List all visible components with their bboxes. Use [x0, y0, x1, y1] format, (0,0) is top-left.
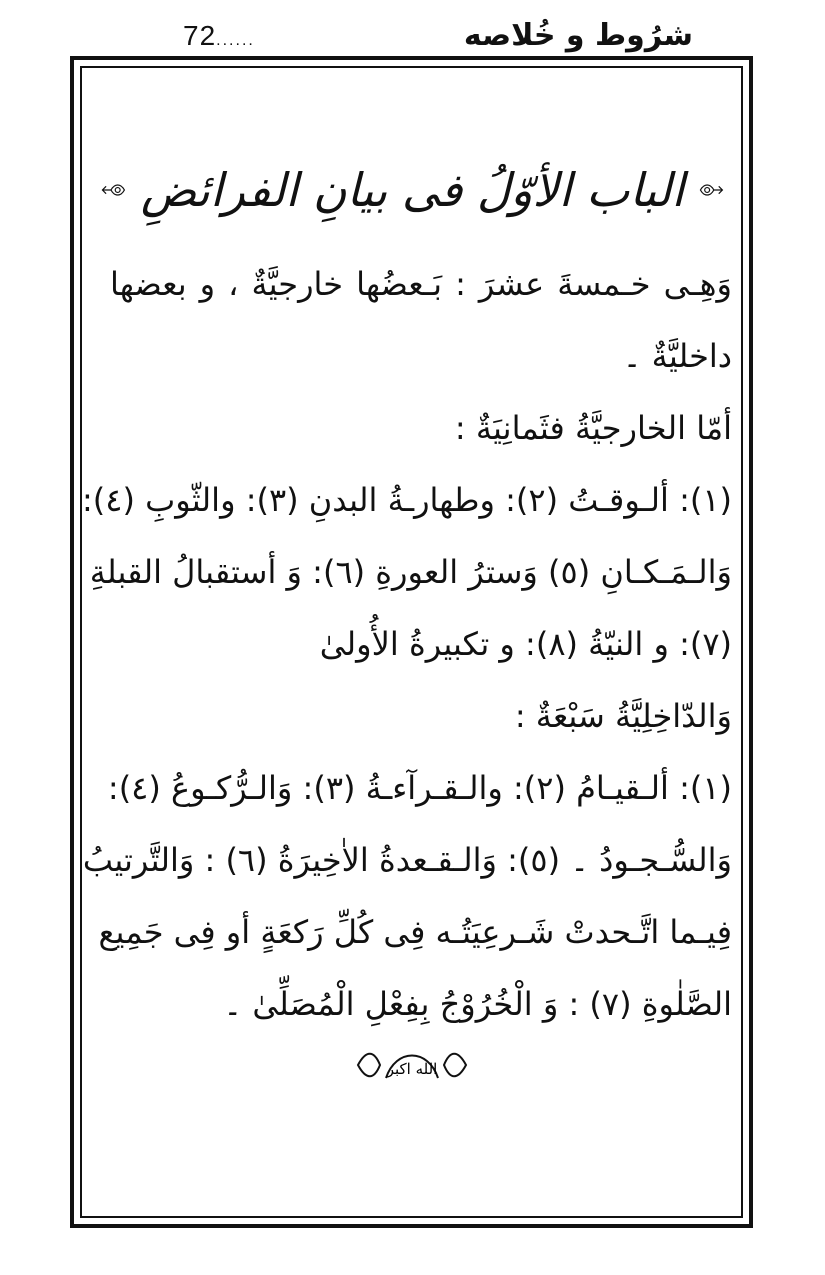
body-text	[82, 248, 732, 1040]
body-line: وَالـمَـكـانِ (٥) وَسترُ العورةِ (٦): وَ أستقبالُ القبلةِ	[89, 553, 732, 591]
page-header	[0, 14, 825, 58]
body-line: الصَّلٰوةِ (٧) : وَ الْخُرُوْجُ بِفِعْلِ الْمُصَلِّىٰ ۔	[223, 985, 732, 1023]
body-line: وَالدّاخِلِيَّةُ سَبْعَةٌ :	[514, 697, 732, 735]
closing-seal-text: الله اكبر	[386, 1060, 438, 1078]
body-line: وَهِـى خـمسةَ عشرَ : بَـعضُها خارجيَّةٌ ، و بعضها	[110, 265, 732, 303]
body-line: (١): ألـقيـامُ (٢): والـقـرآءـةُ (٣): وَالـرُّكـوعُ (٤):	[107, 769, 732, 807]
body-line: (٧): و النيّةُ (٨): و تكبيرةُ الأُولىٰ	[319, 625, 732, 663]
ornament-left-icon	[100, 175, 127, 205]
body-line: داخليَّةٌ ۔	[622, 337, 732, 375]
closing-seal-icon	[352, 1040, 472, 1090]
page-number-value: 72	[183, 20, 217, 51]
body-line: أمّا الخارجيَّةُ فثَمانِيَةٌ :	[454, 409, 732, 447]
body-line: (١): ألـوقـتُ (٢): وطهارـةُ البدنِ (٣): والثّوبِ (٤):	[82, 481, 732, 519]
page-number	[183, 20, 255, 52]
body-line: فِيـما اتَّـحدتْ شَـرعِيَتُـه فِى كُلِّ رَكعَةٍ أو فِى جَمِيع	[98, 913, 732, 951]
chapter-heading	[100, 145, 725, 235]
page-number-dots: ......	[216, 32, 255, 49]
ornament-right-icon	[698, 175, 725, 205]
book-title: شرُوط و خُلاصه	[463, 18, 693, 53]
body-line: وَالسُّـجـودُ ۔ (٥): وَالـقـعدةُ الاٰخِيرَةُ (٦) : وَالتَّرتيبُ	[82, 841, 732, 879]
chapter-title: الباب الأوّلُ فى بيانِ الفرائضِ	[140, 163, 685, 217]
